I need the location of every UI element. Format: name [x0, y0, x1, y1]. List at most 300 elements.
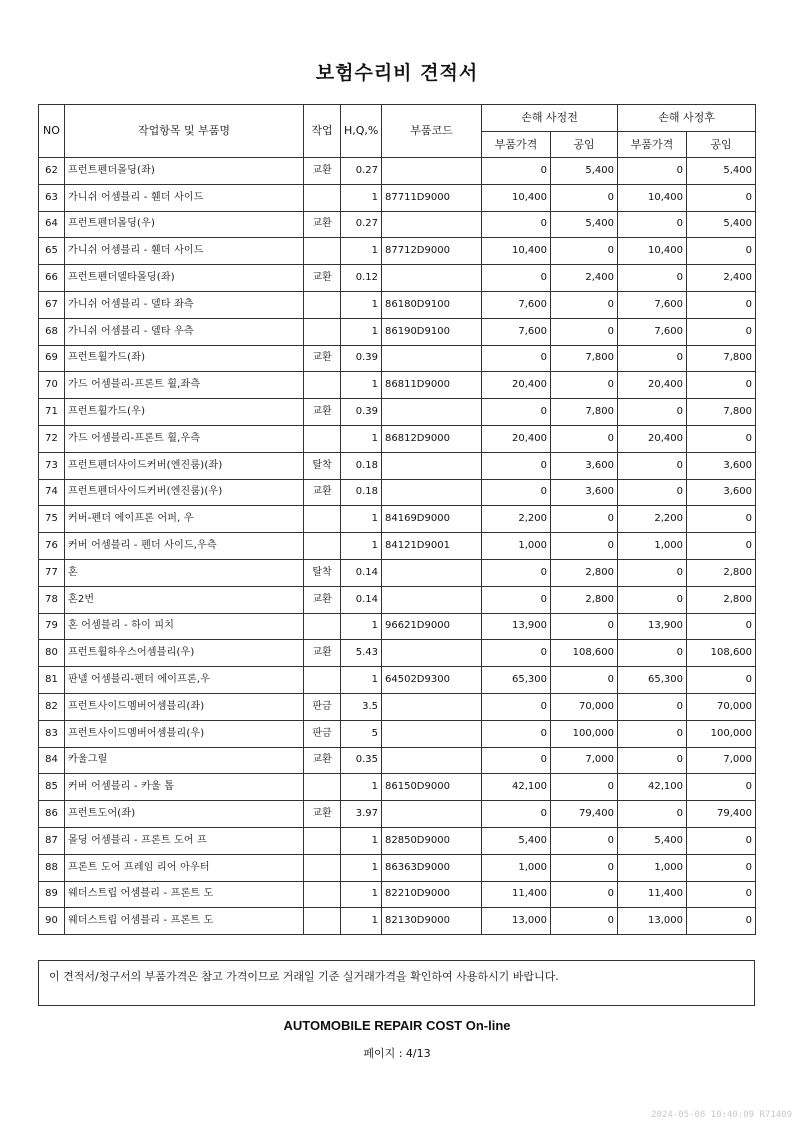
cell-after-labor: 0 [687, 291, 756, 318]
cell-after-part-price: 0 [618, 747, 687, 774]
cell-after-labor: 0 [687, 908, 756, 935]
col-header-after-part-price: 부품가격 [618, 132, 687, 158]
cell-item-name: 프런트휠가드(좌) [65, 345, 304, 372]
cell-after-part-price: 0 [618, 345, 687, 372]
cell-before-part-price: 0 [482, 345, 551, 372]
cell-part-code: 96621D9000 [382, 613, 482, 640]
cell-part-code [382, 158, 482, 185]
cell-after-labor: 0 [687, 827, 756, 854]
cell-hq: 0.39 [341, 345, 382, 372]
col-header-before: 손해 사정전 [482, 105, 618, 132]
cell-after-labor: 7,800 [687, 345, 756, 372]
cell-no: 84 [39, 747, 65, 774]
cell-before-labor: 0 [551, 291, 618, 318]
cell-before-labor: 0 [551, 613, 618, 640]
cell-no: 71 [39, 399, 65, 426]
cell-after-labor: 7,800 [687, 399, 756, 426]
cell-after-part-price: 11,400 [618, 881, 687, 908]
cell-item-name: 프런트펜더사이드커버(엔진룸)(우) [65, 479, 304, 506]
cell-work-type [304, 372, 341, 399]
cell-part-code: 86180D9100 [382, 291, 482, 318]
cell-item-name: 프런트펜더몰딩(우) [65, 211, 304, 238]
cell-item-name: 프런트사이드멤버어셈블리(우) [65, 720, 304, 747]
cell-before-part-price: 7,600 [482, 291, 551, 318]
cell-part-code [382, 265, 482, 292]
cell-no: 70 [39, 372, 65, 399]
cell-hq: 0.27 [341, 158, 382, 185]
cell-part-code [382, 211, 482, 238]
table-row [39, 318, 756, 345]
cell-before-labor: 3,600 [551, 479, 618, 506]
cell-after-labor: 0 [687, 854, 756, 881]
cell-part-code: 86811D9000 [382, 372, 482, 399]
cell-work-type [304, 238, 341, 265]
cell-after-part-price: 0 [618, 452, 687, 479]
cell-before-part-price: 0 [482, 399, 551, 426]
cell-before-part-price: 42,100 [482, 774, 551, 801]
cell-hq: 1 [341, 425, 382, 452]
cell-before-labor: 5,400 [551, 211, 618, 238]
cell-work-type [304, 184, 341, 211]
cell-before-part-price: 10,400 [482, 238, 551, 265]
table-row [39, 211, 756, 238]
cell-after-part-price: 1,000 [618, 854, 687, 881]
cell-before-part-price: 0 [482, 801, 551, 828]
cell-work-type: 교환 [304, 211, 341, 238]
cell-part-code [382, 586, 482, 613]
cell-no: 74 [39, 479, 65, 506]
cell-before-labor: 108,600 [551, 640, 618, 667]
cell-before-part-price: 20,400 [482, 425, 551, 452]
cell-before-labor: 79,400 [551, 801, 618, 828]
cell-after-part-price: 1,000 [618, 533, 687, 560]
cell-part-code [382, 345, 482, 372]
cell-item-name: 혼 어셈블리 - 하이 피치 [65, 613, 304, 640]
cell-work-type: 교환 [304, 345, 341, 372]
cell-before-part-price: 13,900 [482, 613, 551, 640]
cell-hq: 5 [341, 720, 382, 747]
cell-work-type [304, 613, 341, 640]
cell-hq: 0.14 [341, 586, 382, 613]
cell-before-labor: 0 [551, 318, 618, 345]
cell-part-code [382, 559, 482, 586]
cell-before-labor: 0 [551, 667, 618, 694]
cell-before-labor: 70,000 [551, 693, 618, 720]
cell-before-labor: 0 [551, 827, 618, 854]
cell-work-type [304, 506, 341, 533]
cell-hq: 3.97 [341, 801, 382, 828]
cell-part-code [382, 720, 482, 747]
cell-after-part-price: 20,400 [618, 372, 687, 399]
cell-before-labor: 7,800 [551, 399, 618, 426]
table-row [39, 613, 756, 640]
cell-after-part-price: 0 [618, 559, 687, 586]
cell-before-labor: 7,000 [551, 747, 618, 774]
cell-after-part-price: 10,400 [618, 184, 687, 211]
col-header-work: 작업 [304, 105, 341, 158]
cell-item-name: 프런트펜더델타몰딩(좌) [65, 265, 304, 292]
cell-part-code [382, 747, 482, 774]
cell-item-name: 가드 어셈블리-프론트 휠,좌측 [65, 372, 304, 399]
table-row [39, 854, 756, 881]
cell-after-labor: 0 [687, 667, 756, 694]
col-header-item: 작업항목 및 부품명 [65, 105, 304, 158]
cell-after-part-price: 65,300 [618, 667, 687, 694]
cell-no: 78 [39, 586, 65, 613]
table-row [39, 559, 756, 586]
cell-before-part-price: 11,400 [482, 881, 551, 908]
cell-item-name: 프런트펜더사이드커버(엔진룸)(좌) [65, 452, 304, 479]
cell-hq: 1 [341, 667, 382, 694]
cell-hq: 1 [341, 827, 382, 854]
cell-after-labor: 0 [687, 318, 756, 345]
cell-before-labor: 2,800 [551, 559, 618, 586]
cell-item-name: 웨더스트립 어셈블리 - 프론트 도 [65, 908, 304, 935]
cell-part-code [382, 801, 482, 828]
estimate-table [38, 104, 756, 935]
table-row [39, 158, 756, 185]
cell-hq: 1 [341, 506, 382, 533]
cell-work-type [304, 774, 341, 801]
cell-no: 87 [39, 827, 65, 854]
cell-after-labor: 0 [687, 881, 756, 908]
cell-after-part-price: 13,900 [618, 613, 687, 640]
cell-hq: 1 [341, 238, 382, 265]
cell-after-labor: 7,000 [687, 747, 756, 774]
cell-hq: 1 [341, 318, 382, 345]
print-timestamp: 2024-05-08 10:40:09 R71409 [651, 1110, 792, 1120]
cell-no: 83 [39, 720, 65, 747]
table-row [39, 801, 756, 828]
cell-no: 68 [39, 318, 65, 345]
cell-no: 67 [39, 291, 65, 318]
cell-work-type [304, 318, 341, 345]
cell-after-part-price: 0 [618, 265, 687, 292]
cell-work-type [304, 533, 341, 560]
cell-item-name: 프론트 도어 프레임 리어 아우터 [65, 854, 304, 881]
cell-before-labor: 0 [551, 533, 618, 560]
cell-work-type: 판금 [304, 693, 341, 720]
cell-hq: 1 [341, 533, 382, 560]
cell-after-labor: 0 [687, 425, 756, 452]
cell-before-part-price: 0 [482, 211, 551, 238]
cell-part-code: 82850D9000 [382, 827, 482, 854]
cell-item-name: 프런트사이드멤버어셈블리(좌) [65, 693, 304, 720]
cell-after-part-price: 0 [618, 158, 687, 185]
cell-part-code: 86190D9100 [382, 318, 482, 345]
cell-hq: 1 [341, 291, 382, 318]
cell-work-type [304, 425, 341, 452]
cell-after-part-price: 13,000 [618, 908, 687, 935]
cell-hq: 1 [341, 881, 382, 908]
col-header-after-labor: 공임 [687, 132, 756, 158]
cell-before-labor: 0 [551, 881, 618, 908]
cell-work-type [304, 881, 341, 908]
cell-hq: 1 [341, 613, 382, 640]
cell-after-labor: 5,400 [687, 158, 756, 185]
page-title: 보험수리비 견적서 [315, 62, 479, 84]
cell-no: 77 [39, 559, 65, 586]
cell-before-labor: 0 [551, 854, 618, 881]
cell-before-part-price: 0 [482, 693, 551, 720]
cell-after-part-price: 2,200 [618, 506, 687, 533]
cell-before-part-price: 7,600 [482, 318, 551, 345]
cell-hq: 0.12 [341, 265, 382, 292]
cell-work-type: 교환 [304, 747, 341, 774]
cell-item-name: 프런트휠가드(우) [65, 399, 304, 426]
cell-before-labor: 0 [551, 908, 618, 935]
cell-work-type: 교환 [304, 399, 341, 426]
cell-before-part-price: 0 [482, 479, 551, 506]
cell-no: 80 [39, 640, 65, 667]
cell-before-part-price: 65,300 [482, 667, 551, 694]
cell-part-code [382, 399, 482, 426]
table-row [39, 506, 756, 533]
cell-part-code: 86812D9000 [382, 425, 482, 452]
col-header-after: 손해 사정후 [618, 105, 756, 132]
estimate-body [39, 158, 756, 935]
table-row [39, 425, 756, 452]
table-row [39, 827, 756, 854]
cell-before-part-price: 0 [482, 158, 551, 185]
cell-before-labor: 5,400 [551, 158, 618, 185]
cell-no: 64 [39, 211, 65, 238]
cell-work-type: 교환 [304, 586, 341, 613]
cell-item-name: 커버-펜더 에이프론 어퍼, 우 [65, 506, 304, 533]
cell-work-type: 교환 [304, 801, 341, 828]
cell-no: 85 [39, 774, 65, 801]
cell-after-labor: 2,400 [687, 265, 756, 292]
col-header-before-labor: 공임 [551, 132, 618, 158]
cell-after-part-price: 10,400 [618, 238, 687, 265]
cell-before-part-price: 0 [482, 586, 551, 613]
cell-before-part-price: 0 [482, 640, 551, 667]
table-row [39, 372, 756, 399]
cell-work-type [304, 908, 341, 935]
cell-item-name: 가니쉬 어셈블리 - 델타 좌측 [65, 291, 304, 318]
cell-before-part-price: 20,400 [482, 372, 551, 399]
cell-no: 75 [39, 506, 65, 533]
cell-after-labor: 108,600 [687, 640, 756, 667]
cell-work-type [304, 291, 341, 318]
table-row [39, 774, 756, 801]
cell-no: 79 [39, 613, 65, 640]
cell-before-labor: 3,600 [551, 452, 618, 479]
table-row [39, 881, 756, 908]
table-row [39, 184, 756, 211]
cell-after-part-price: 0 [618, 586, 687, 613]
cell-part-code: 64502D9300 [382, 667, 482, 694]
cell-after-labor: 100,000 [687, 720, 756, 747]
cell-part-code: 87711D9000 [382, 184, 482, 211]
header-row-1 [39, 105, 756, 132]
col-header-hq: H,Q,% [341, 105, 382, 158]
cell-hq: 1 [341, 854, 382, 881]
table-row [39, 747, 756, 774]
cell-hq: 5.43 [341, 640, 382, 667]
cell-no: 62 [39, 158, 65, 185]
cell-hq: 0.35 [341, 747, 382, 774]
cell-hq: 1 [341, 908, 382, 935]
cell-before-part-price: 2,200 [482, 506, 551, 533]
cell-before-labor: 0 [551, 774, 618, 801]
cell-after-part-price: 7,600 [618, 291, 687, 318]
cell-before-labor: 0 [551, 425, 618, 452]
page-number: 페이지 : 4/13 [363, 1047, 431, 1060]
cell-item-name: 가드 어셈블리-프론트 휠,우측 [65, 425, 304, 452]
table-row [39, 452, 756, 479]
cell-part-code: 84169D9000 [382, 506, 482, 533]
cell-no: 66 [39, 265, 65, 292]
cell-after-part-price: 0 [618, 399, 687, 426]
cell-item-name: 가니쉬 어셈블리 - 휀더 사이드 [65, 184, 304, 211]
cell-hq: 0.18 [341, 452, 382, 479]
cell-work-type [304, 854, 341, 881]
cell-before-part-price: 10,400 [482, 184, 551, 211]
cell-work-type [304, 827, 341, 854]
price-notice: 이 견적서/청구서의 부품가격은 참고 가격이므로 거래일 기준 실거래가격을 확인하여 사용하시기 바랍니다. [38, 960, 755, 1006]
cell-item-name: 판넬 어셈블리-펜더 에이프론,우 [65, 667, 304, 694]
cell-no: 90 [39, 908, 65, 935]
cell-hq: 1 [341, 774, 382, 801]
cell-hq: 1 [341, 184, 382, 211]
cell-part-code [382, 693, 482, 720]
cell-part-code: 86150D9000 [382, 774, 482, 801]
cell-no: 89 [39, 881, 65, 908]
cell-after-labor: 2,800 [687, 559, 756, 586]
cell-no: 63 [39, 184, 65, 211]
cell-no: 69 [39, 345, 65, 372]
cell-item-name: 카울그릴 [65, 747, 304, 774]
cell-before-part-price: 5,400 [482, 827, 551, 854]
cell-before-part-price: 0 [482, 452, 551, 479]
table-row [39, 720, 756, 747]
cell-part-code [382, 479, 482, 506]
cell-item-name: 커버 어셈블리 - 펜더 사이드,우측 [65, 533, 304, 560]
cell-part-code [382, 640, 482, 667]
cell-work-type: 교환 [304, 158, 341, 185]
cell-before-labor: 0 [551, 238, 618, 265]
cell-before-part-price: 0 [482, 720, 551, 747]
cell-before-labor: 2,800 [551, 586, 618, 613]
cell-part-code: 82210D9000 [382, 881, 482, 908]
cell-no: 65 [39, 238, 65, 265]
cell-after-labor: 0 [687, 506, 756, 533]
cell-before-part-price: 13,000 [482, 908, 551, 935]
cell-no: 76 [39, 533, 65, 560]
table-row [39, 399, 756, 426]
cell-work-type: 판금 [304, 720, 341, 747]
cell-work-type: 탈착 [304, 559, 341, 586]
col-header-no: NO [39, 105, 65, 158]
cell-no: 81 [39, 667, 65, 694]
cell-item-name: 프런트도어(좌) [65, 801, 304, 828]
cell-after-labor: 0 [687, 238, 756, 265]
cell-part-code: 82130D9000 [382, 908, 482, 935]
cell-no: 86 [39, 801, 65, 828]
cell-hq: 3.5 [341, 693, 382, 720]
footer-brand: AUTOMOBILE REPAIR COST On-line [283, 1018, 511, 1033]
cell-after-labor: 0 [687, 533, 756, 560]
cell-after-labor: 70,000 [687, 693, 756, 720]
cell-before-labor: 0 [551, 506, 618, 533]
cell-after-labor: 5,400 [687, 211, 756, 238]
cell-hq: 0.14 [341, 559, 382, 586]
cell-after-labor: 0 [687, 184, 756, 211]
table-row [39, 640, 756, 667]
table-row [39, 345, 756, 372]
cell-before-labor: 100,000 [551, 720, 618, 747]
cell-item-name: 커버 어셈블리 - 카울 톱 [65, 774, 304, 801]
cell-before-labor: 2,400 [551, 265, 618, 292]
cell-part-code [382, 452, 482, 479]
table-row [39, 667, 756, 694]
table-row [39, 908, 756, 935]
table-row [39, 586, 756, 613]
cell-before-labor: 0 [551, 184, 618, 211]
cell-after-labor: 3,600 [687, 452, 756, 479]
cell-item-name: 프런트휠하우스어셈블리(우) [65, 640, 304, 667]
cell-after-part-price: 0 [618, 640, 687, 667]
cell-no: 73 [39, 452, 65, 479]
cell-before-part-price: 1,000 [482, 854, 551, 881]
cell-before-labor: 7,800 [551, 345, 618, 372]
cell-item-name: 가니쉬 어셈블리 - 델타 우측 [65, 318, 304, 345]
cell-after-part-price: 42,100 [618, 774, 687, 801]
table-row [39, 238, 756, 265]
cell-hq: 0.27 [341, 211, 382, 238]
cell-work-type: 교환 [304, 479, 341, 506]
cell-work-type [304, 667, 341, 694]
cell-before-part-price: 0 [482, 747, 551, 774]
cell-part-code: 84121D9001 [382, 533, 482, 560]
cell-after-part-price: 20,400 [618, 425, 687, 452]
cell-after-part-price: 0 [618, 693, 687, 720]
cell-no: 88 [39, 854, 65, 881]
cell-after-labor: 3,600 [687, 479, 756, 506]
cell-work-type: 탈착 [304, 452, 341, 479]
cell-before-part-price: 1,000 [482, 533, 551, 560]
cell-after-part-price: 0 [618, 720, 687, 747]
cell-before-part-price: 0 [482, 265, 551, 292]
cell-part-code: 86363D9000 [382, 854, 482, 881]
table-row [39, 479, 756, 506]
cell-item-name: 혼 [65, 559, 304, 586]
cell-before-labor: 0 [551, 372, 618, 399]
table-row [39, 533, 756, 560]
cell-after-labor: 0 [687, 372, 756, 399]
cell-hq: 0.18 [341, 479, 382, 506]
table-row [39, 291, 756, 318]
cell-no: 72 [39, 425, 65, 452]
cell-hq: 0.39 [341, 399, 382, 426]
cell-hq: 1 [341, 372, 382, 399]
table-row [39, 265, 756, 292]
cell-item-name: 웨더스트립 어셈블리 - 프론트 도 [65, 881, 304, 908]
cell-after-labor: 0 [687, 613, 756, 640]
cell-item-name: 프런트펜더몰딩(좌) [65, 158, 304, 185]
cell-after-part-price: 7,600 [618, 318, 687, 345]
cell-item-name: 몰딩 어셈블리 - 프론트 도어 프 [65, 827, 304, 854]
cell-after-part-price: 0 [618, 801, 687, 828]
cell-work-type: 교환 [304, 265, 341, 292]
col-header-code: 부품코드 [382, 105, 482, 158]
cell-after-labor: 2,800 [687, 586, 756, 613]
cell-after-part-price: 0 [618, 479, 687, 506]
cell-no: 82 [39, 693, 65, 720]
cell-after-part-price: 5,400 [618, 827, 687, 854]
table-row [39, 693, 756, 720]
